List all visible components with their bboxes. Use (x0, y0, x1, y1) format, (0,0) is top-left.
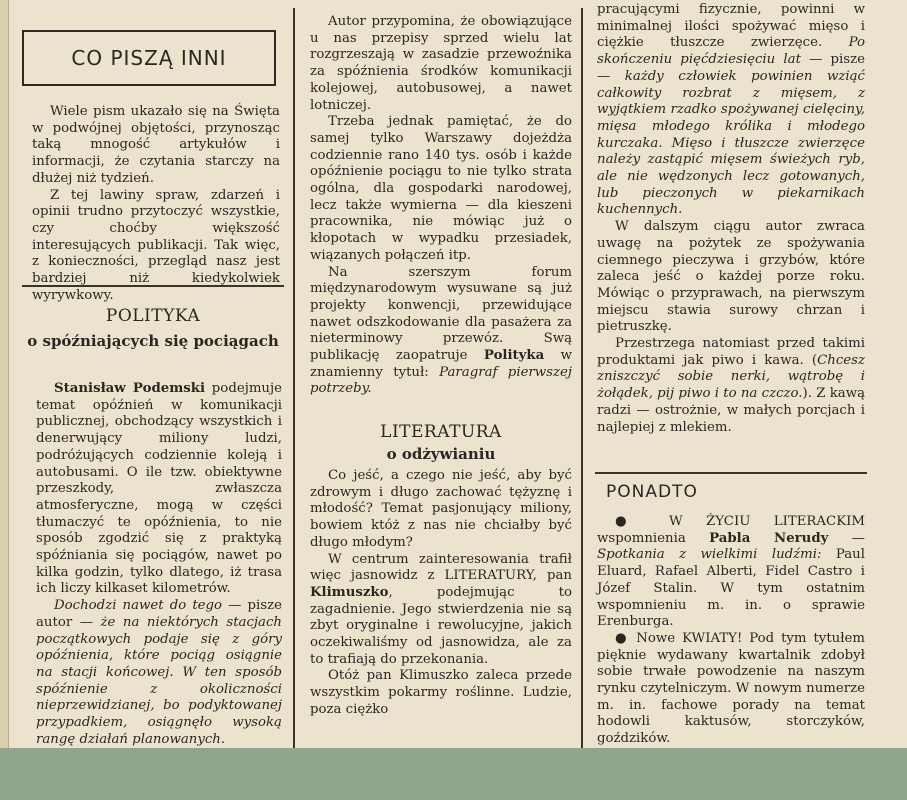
paragraph-text: Paul Eluard, Rafael Alberti, Fidel Castro i Józef Stalin. W tym ostatnim wspomnieniu m. in. o sprawie Erenburga. (597, 547, 865, 630)
intro-paragraph-1: Wiele pism ukazało się na Święta w podwójnej objętości, przynosząc taką mnogość artykułów i informacji, że czytania starczy na dłużej niż tydzień. (32, 104, 280, 186)
column-3 (597, 2, 865, 436)
publication-name: Polityka (483, 348, 545, 364)
intro-paragraph-2: Z tej lawiny spraw, zdarzeń i opinii trudno przytoczyć wszystkie, czy choćby większość interesujących publikacji. Tak więc, z konieczności, przegląd nasz jest bardziej niż kiedykolwiek wyrywkowy. (32, 187, 280, 303)
quote-paragraph (36, 598, 282, 748)
paragraph-text: w znamienny tytuł: (310, 348, 572, 380)
section-subtitle: o spóźniających się pociągach (27, 332, 279, 350)
person-name: Pabla Nerudy (709, 530, 829, 546)
section-title: LITERATURA (380, 422, 502, 442)
column-2-article (310, 468, 572, 719)
column-2 (310, 14, 572, 398)
paragraph-text: pracującymi fizycznie, powinni w minimalnej ilości spożywać mięso i ciężkie tłuszcze zwierzęce. (597, 2, 865, 51)
section-title: PONADTO (606, 482, 698, 502)
book-title: Spotkania z wielkimi ludźmi: (597, 547, 822, 563)
paragraph-text: W centrum zainteresowania trafił więc jasnowidz z LITERATURY, pan (310, 551, 572, 584)
paragraph-text: Przestrzega natomiast przed takimi produktami jak piwo i kawa. ( (597, 336, 865, 368)
paragraph-text: Nowe KWIATY! Pod tym tytułem pięknie wydawany kwartalnik zdobył sobie trwałe powodzenie na naszym rynku czytelniczym. W nowym numerze m. in. fachowe porady na temat hodowli kaktusów, storczyków, goździków. (597, 630, 866, 747)
section-literatura-header (306, 422, 576, 463)
article-paragraph: Otóż pan Klimuszko zaleca przede wszystkim pokarmy roślinne. Ludzie, poza ciężko (310, 668, 572, 717)
section-polityka-header (22, 306, 284, 351)
paragraph-text: — pisze autor — (36, 598, 283, 630)
quote-text: że na niektórych stacjach początkowych podaje się z góry opóźnienia, które pociąg osiągnie na stacji końcowej. W ten sposób spóźnienie z okoliczności nieprzewidzianej, bo podyktowanej przypadkiem, osiągnęło wysoką rangę działań planowanych. (36, 614, 282, 747)
paragraph-text: wspomnienia (597, 530, 710, 546)
quote-text: każdy człowiek powinien wziąć całkowity rozbrat z mięsem, z wyjątkiem rzadko spożywanej cielęciny, mięsa młodego królika i młodego kurczaka. Mięso i tłuszcze zwierzęce należy zastąpić mięsem świeżych ryb, ale nie wędzonych lecz gotowanych, lub pieczonych w piekarnikach kuchennych. (597, 68, 865, 218)
person-name: Klimuszko (310, 584, 389, 600)
paragraph-text: — pisze — (597, 52, 865, 84)
article-paragraph: Trzeba jednak pamiętać, że do samej tylko Warszawy dojeżdża codziennie rano 140 tys. osób i każde opóźnienie pociągu to nie tylko strata ogólna, dla gospodarki narodowej, lecz także wymierna — dla kieszeni pracownika, nie mówiąc już o kłopotach w wypadku przesiadek, wiązanych połączeń itp. (310, 114, 572, 263)
article-paragraph: Autor przypomina, że obowiązujące u nas przepisy sprzed wielu lat rozgrzeszają w zasadzie przewoźnika za spóźnienia środków komunikacji kolejowej, autobusowej, a nawet lotniczej. (310, 14, 572, 113)
page-left-edge (0, 0, 9, 748)
page-title: CO PISZĄ INNI (22, 30, 276, 86)
article-paragraph: Co jeść, a czego nie jeść, aby być zdrowym i długo zachować tężyznę i młodość? Temat pasjonujący miliony, bowiem któż z nas nie chciałby być długo młodym? (310, 468, 572, 550)
quote-text: Paragraf pierwszej potrzeby. (310, 364, 572, 397)
column-1-article (36, 381, 282, 748)
paragraph-text: Na szerszym forum międzynarodowym wysuwane są już projekty konwencji, przewidujące nawet odszkodowanie dla pasażera za nieterminowy przewóz. Swą publikację zaopatruje (310, 264, 572, 364)
section-subtitle: o odżywianiu (386, 445, 496, 463)
quote-text: Dochodzi nawet do tego (54, 598, 223, 614)
article-paragraph (597, 2, 865, 219)
news-item (597, 514, 865, 631)
article-paragraph (597, 336, 865, 436)
quote-text: Po skończeniu pięćdziesięciu lat (597, 35, 865, 68)
article-paragraph: W dalszym ciągu autor zwraca uwagę na pożytek ze spożywania ciemnego pieczywa i grzybów, które zaleca jeść o każdej porze roku. Mówiąc o przyprawach, na pierwszym miejscu stawia surowy chrzan i pietruszkę. (597, 219, 865, 335)
section-divider (22, 285, 284, 287)
paragraph-text: podejmuje temat opóźnień w komunikacji publicznej, obchodzący wszystkich i denerwujący miliony ludzi, podróżujących codziennie koleją i autobusami. O ile tzw. obiektywne przeszkody, zwłaszcza atmosferyczne, mogą w części tłumaczyć te opóźnienia, to nie sposób zgodzić się z praktyką spóźniania się pociągów, nawet po kilka godzin, tylko dlatego, iż trasa ich liczy kilkaset kilometrów. (36, 381, 282, 597)
section-divider (595, 472, 867, 474)
author-name: Stanisław Podemski (54, 381, 206, 396)
article-paragraph (36, 381, 282, 598)
article-paragraph (310, 265, 572, 399)
column-rule-2 (581, 8, 583, 748)
column-rule-1 (293, 8, 295, 748)
article-paragraph (310, 552, 572, 669)
bullet-icon: ● (615, 514, 646, 529)
column-1 (32, 104, 280, 304)
paragraph-text: , podejmując to zagadnienie. Jego stwierdzenia nie są zbyt oryginalne i rewolucyjne, jakich oczekiwaliśmy od jasnowidza, ale za to trafiają do przekonania. (310, 584, 572, 667)
column-3-ponadto (597, 514, 865, 748)
news-item (597, 631, 865, 748)
item-heading: W ŻYCIU LITERACKIM (669, 514, 865, 529)
paragraph-text: ). Z kawą radzi — ostrożnie, w małych porcjach i najlepiej z mlekiem. (597, 386, 866, 435)
bullet-icon: ● (615, 630, 630, 646)
section-title: POLITYKA (105, 306, 201, 326)
paragraph-text: — (828, 530, 865, 546)
quote-text: Chcesz zniszczyć sobie nerki, wątrobę i żołądek, pij piwo i to na czczo. (597, 352, 865, 402)
